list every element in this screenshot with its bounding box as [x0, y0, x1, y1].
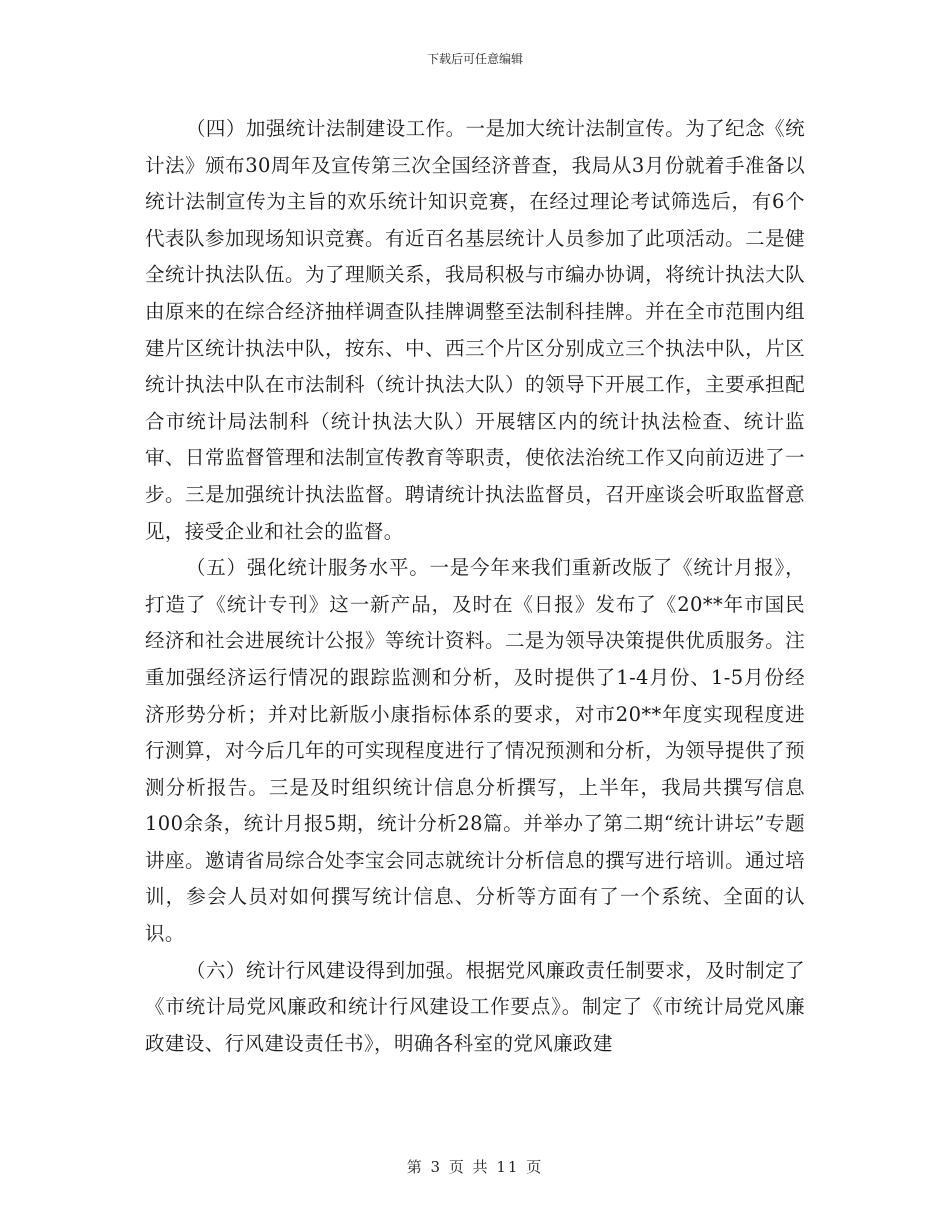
paragraph-conduct-building: （六）统计行风建设得到加强。根据党风廉政责任制要求，及时制定了《市统计局党风廉政和统计行风建设工作要点》。制定了《市统计局党风廉政建设、行风建设责任书》，明确各科室的党风廉政建 [145, 958, 805, 1055]
paragraph-statistics-law: （四）加强统计法制建设工作。一是加大统计法制宣传。为了纪念《统计法》颁布30周年及宣传第三次全国经济普查，我局从3月份就着手准备以统计法制宣传为主旨的欢乐统计知识竞赛，在经过理论考试筛选后，有6个代表队参加现场知识竞赛。有近百名基层统计人员参加了此项活动。二是健全统计执法队伍。为了理顺关系，我局积极与市编办协调，将统计执法大队由原来的在综合经济抽样调查队挂牌调整至法制科挂牌。并在全市范围内组建片区统计执法中队，按东、中、西三个片区分别成立三个执法中队，片区统计执法中队在市法制科（统计执法大队）的领导下开展工作，主要承担配合市统计局法制科（统计执法大队）开展辖区内的统计执法检查、统计监审、日常监督管理和法制宣传教育等职责，使依法治统工作又向前迈进了一步。三是加强统计执法监督。聘请统计执法监督员，召开座谈会听取监督意见，接受企业和社会的监督。 [145, 117, 805, 543]
page-header: 下载后可任意编辑 [426, 52, 523, 66]
paragraph-statistics-service: （五）强化统计服务水平。一是今年来我们重新改版了《统计月报》，打造了《统计专刊》这一新产品，及时在《日报》发布了《20**年市国民经济和社会进展统计公报》等统计资料。二是为领导决策提供优质服务。注重加强经济运行情况的跟踪监测和分析，及时提供了1-4月份、1-5月份经济形势分析；并对比新版小康指标体系的要求，对市20**年度实现程度进行测算，对今后几年的可实现程度进行了情况预测和分析，为领导提供了预测分析报告。三是及时组织统计信息分析撰写，上半年，我局共撰写信息100余条，统计月报5期，统计分析28篇。并举办了第二期“统计讲坛”专题讲座。邀请省局综合处李宝会同志就统计分析信息的撰写进行培训。通过培训，参会人员对如何撰写统计信息、分析等方面有了一个系统、全面的认识。 [145, 556, 805, 946]
document-body [145, 111, 805, 1062]
page-number-footer: 第 3 页 共 11 页 [406, 1158, 544, 1176]
